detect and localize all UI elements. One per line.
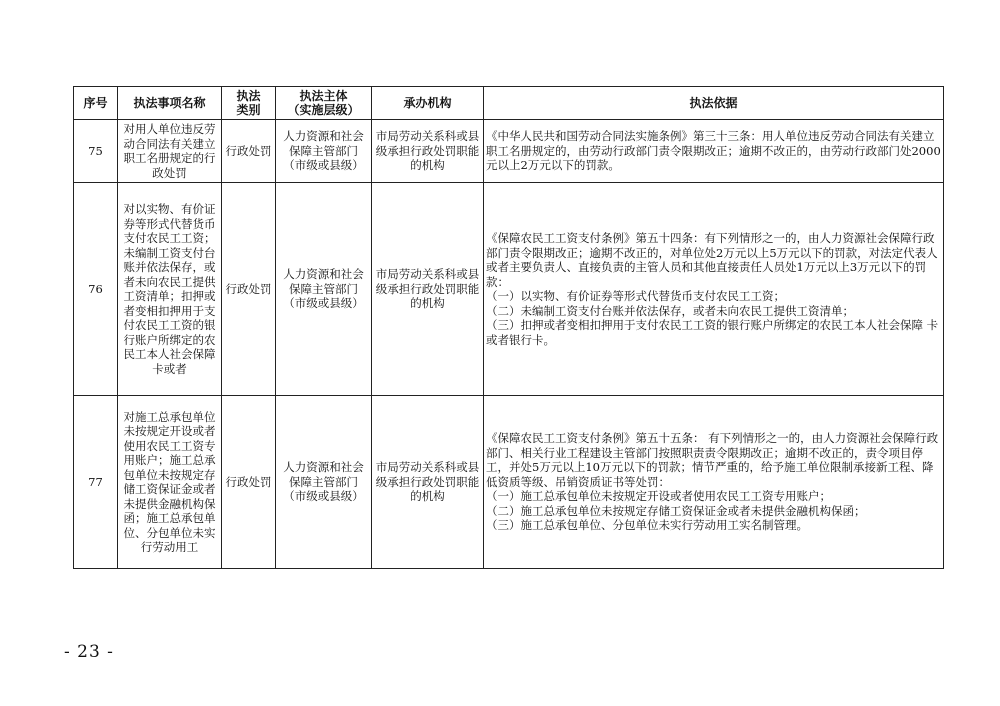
cell-seq: 77 (74, 396, 118, 569)
cell-agency: 市局劳动关系科或县级承担行政处罚职能的机构 (372, 120, 484, 183)
header-type-line2: 类别 (236, 103, 261, 117)
header-type-line1: 执法 (236, 89, 261, 103)
header-type (222, 87, 276, 120)
page-number: - 23 - (64, 642, 114, 662)
cell-subject: 人力资源和社会保障主管部门（市级或县级） (276, 183, 372, 396)
cell-item (118, 396, 222, 569)
basis-line: 《保障农民工工资支付条例》第五十四条：有下列情形之一的，由人力资源社会保障行政部门责令限期改正；逾期不改正的，对单位处2万元以上5万元以下的罚款，对法定代表人或者主要负责人、直接负责的主管人员和其他直接责任人员处1万元以上3万元以下的罚款： (486, 231, 938, 289)
cell-item (118, 120, 222, 183)
cell-item-text: 对用人单位违反劳动合同法有关建立职工名册规定的行政处罚 (123, 122, 216, 180)
cell-type: 行政处罚 (222, 183, 276, 396)
cell-type: 行政处罚 (222, 396, 276, 569)
table-row (74, 183, 944, 396)
cell-basis (484, 183, 944, 396)
cell-item (118, 183, 222, 396)
cell-basis (484, 396, 944, 569)
basis-line: （三）扣押或者变相扣押用于支付农民工工资的银行账户所绑定的农民工本人社会保障 卡或者银行卡。 (486, 318, 939, 347)
header-item: 执法事项名称 (118, 87, 222, 120)
cell-item-text: 对施工总承包单位未按规定开设或者使用农民工工资专用账户；施工总承包单位未按规定存储工资保证金或者未提供金融机构保函；施工总承包单位、分包单位未实行劳动用工 (123, 409, 216, 554)
cell-agency: 市局劳动关系科或县级承担行政处罚职能的机构 (372, 396, 484, 569)
basis-line: 《保障农民工工资支付条例》第五十五条： 有下列情形之一的，由人力资源社会保障行政部门、相关行业工程建设主管部门按照职责责令限期改正；逾期不改正的，责令项目停工，并处5万元以上10万元以下的罚款；情节严重的，给予施工单位限制承接新工程、降低资质等级、吊销资质证书等处罚： (486, 431, 939, 489)
table-header-row (74, 87, 944, 120)
header-subject (276, 87, 372, 120)
table-row (74, 120, 944, 183)
basis-line: （一）以实物、有价证券等形式代替货币支付农民工工资； (486, 289, 785, 303)
header-subject-line1: 执法主体 (299, 89, 348, 103)
basis-line: （二）施工总承包单位未按规定存储工资保证金或者未提供金融机构保函； (486, 503, 866, 518)
header-agency: 承办机构 (372, 87, 484, 120)
cell-basis (484, 120, 944, 183)
cell-seq: 75 (74, 120, 118, 183)
basis-line: （一）施工总承包单位未按规定开设或者使用农民工工资专用账户； (486, 489, 831, 504)
basis-line: （二）未编制工资支付台账并依法保存，或者未向农民工提供工资清单； (486, 303, 854, 318)
cell-subject: 人力资源和社会保障主管部门（市级或县级） (276, 396, 372, 569)
header-subject-line2: （实施层级） (287, 103, 360, 117)
cell-seq: 76 (74, 183, 118, 396)
cell-agency: 市局劳动关系科或县级承担行政处罚职能的机构 (372, 183, 484, 396)
table-row (74, 396, 944, 569)
cell-subject: 人力资源和社会保障主管部门（市级或县级） (276, 120, 372, 183)
basis-line: 《中华人民共和国劳动合同法实施条例》第三十三条：用人单位违反劳动合同法有关建立职工名册规定的，由劳动行政部门责令限期改正；逾期不改正的，由劳动行政部门处2000元以上2万元以下的罚款。 (486, 129, 941, 173)
cell-item-text: 对以实物、有价证券等形式代替货币支付农民工工资；未编制工资支付台账并依法保存，或者未向农民工提供工资清单；扣押或者变相扣押用于支付农民工工资的银行账户所绑定的农民工本人社会保障卡或者 (123, 202, 216, 376)
cell-type: 行政处罚 (222, 120, 276, 183)
basis-line: （三）施工总承包单位、分包单位未实行劳动用工实名制管理。 (486, 518, 808, 533)
header-basis: 执法依据 (484, 87, 944, 120)
header-seq: 序号 (74, 87, 118, 120)
enforcement-table (73, 86, 944, 569)
